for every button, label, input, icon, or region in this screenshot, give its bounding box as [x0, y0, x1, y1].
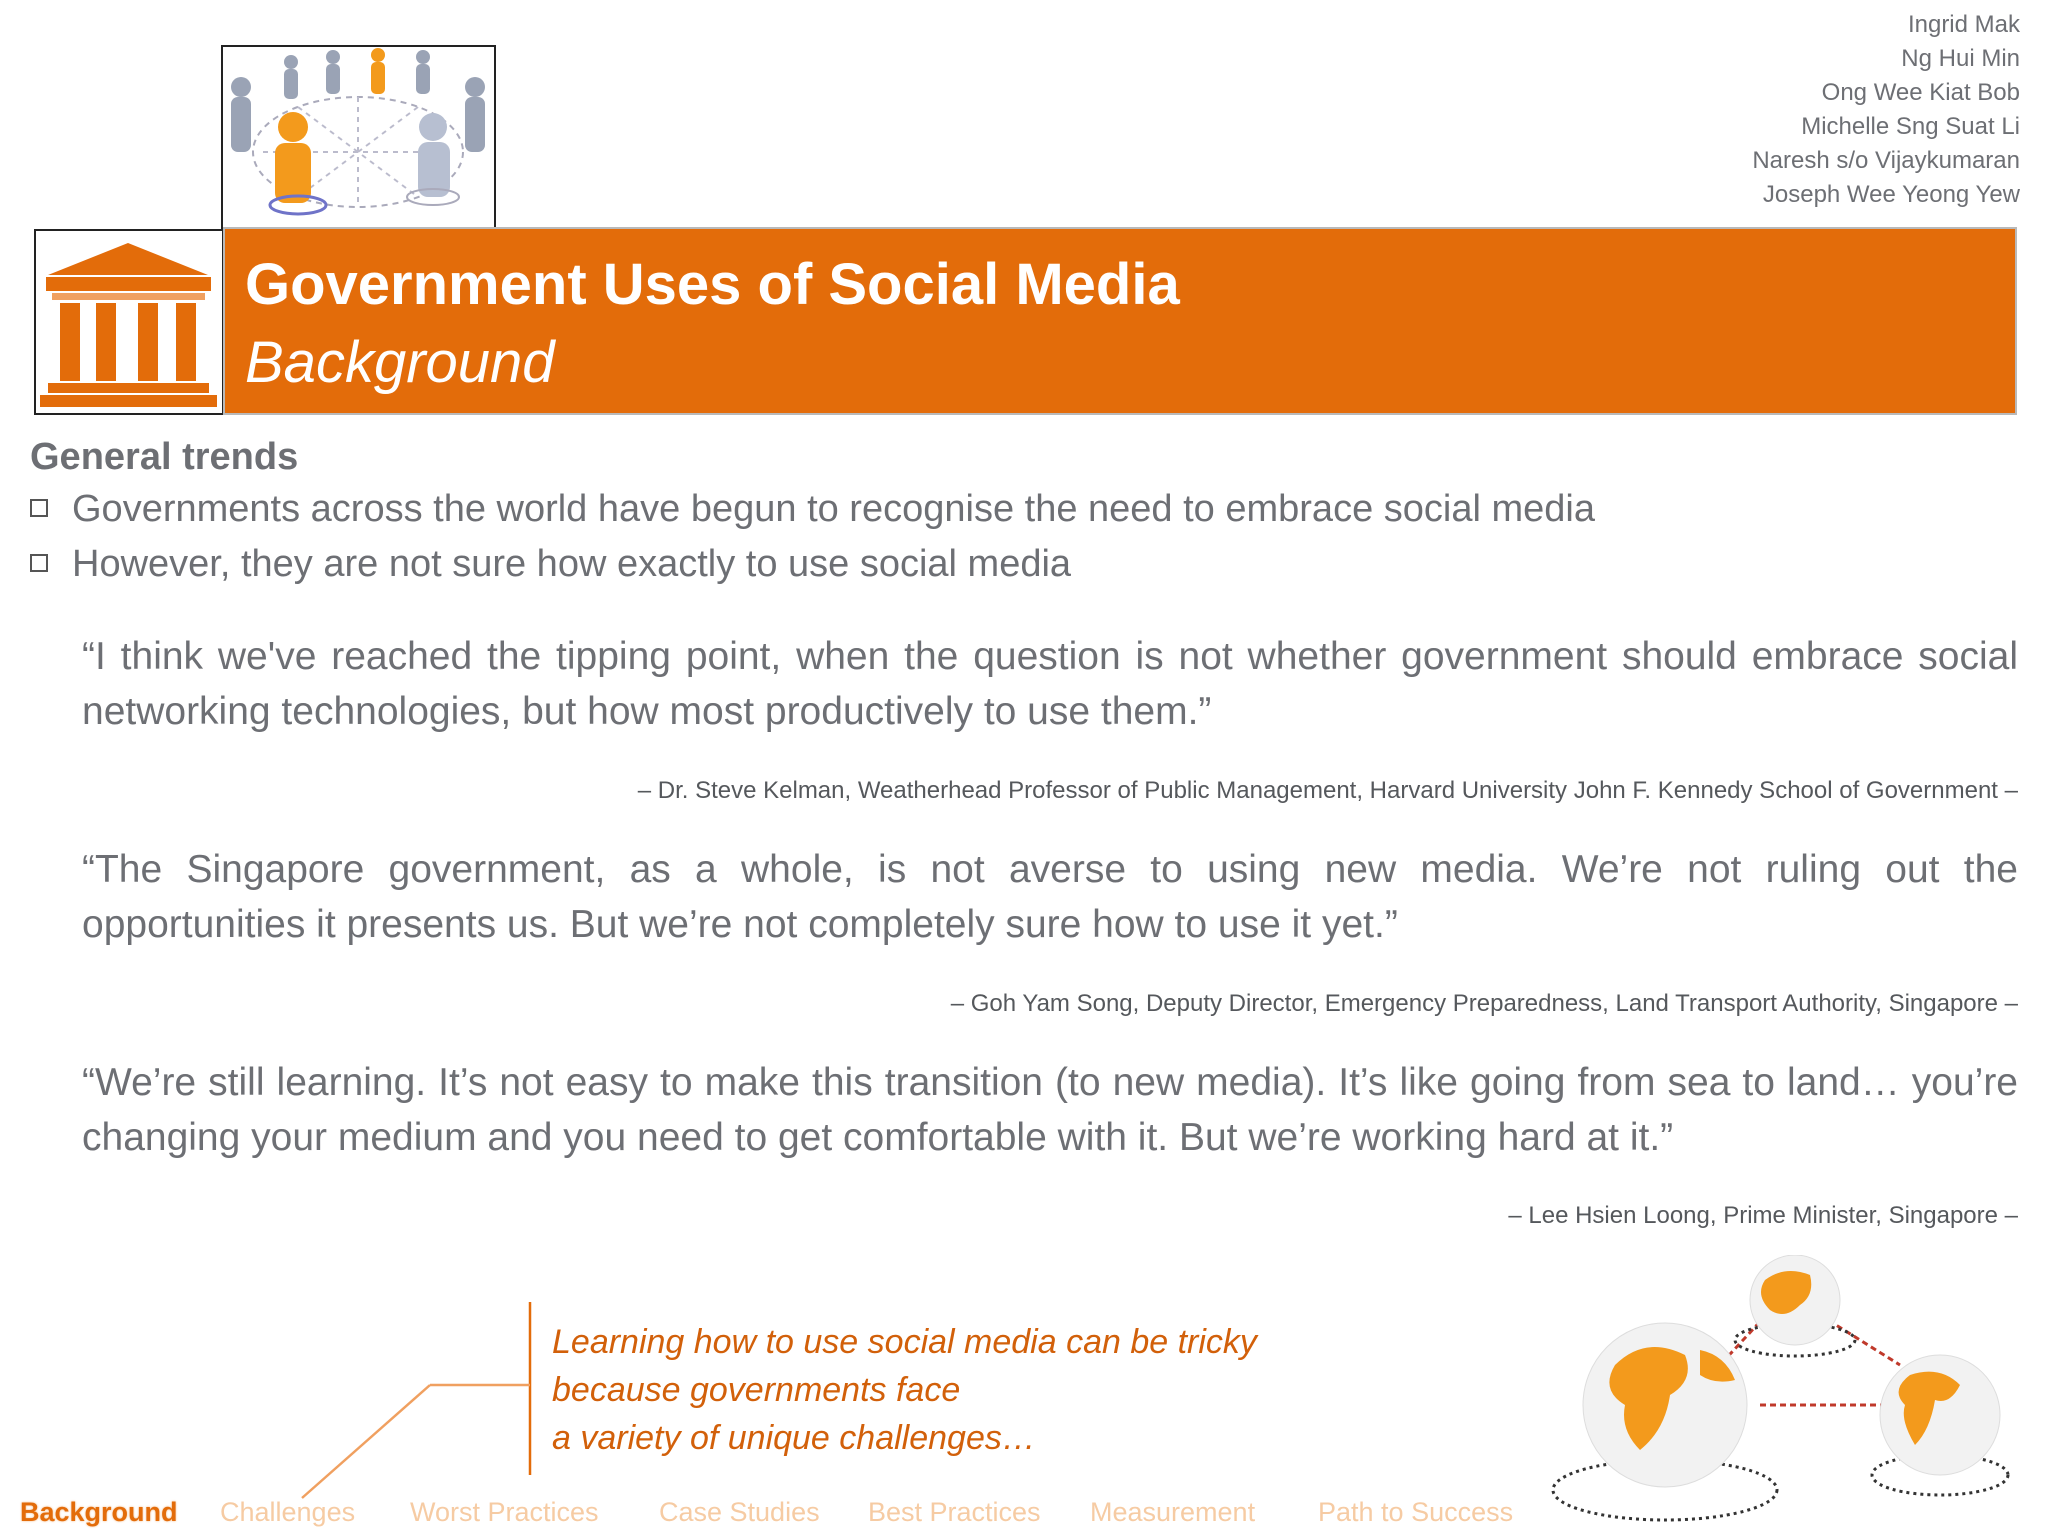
bullet-text: However, they are not sure how exactly to use social media [72, 543, 1072, 585]
quote-text: “I think we've reached the tipping point, when the question is not whether government should embrace social networking technologies, but how most productively to use them.” [82, 635, 2018, 733]
page-title: Government Uses of Social Media [245, 252, 1180, 317]
nav-path-to-success[interactable]: Path to Success [1318, 1497, 1514, 1527]
nav-best-practices[interactable]: Best Practices [868, 1497, 1041, 1527]
author-name: Michelle Sng Suat Li [1801, 113, 2020, 140]
nav-measurement[interactable]: Measurement [1090, 1497, 1256, 1527]
callout-connector [290, 1300, 550, 1500]
quote-text: “We’re still learning. It’s not easy to make this transition (to new media). It’s like going from sea to land… you’re changing your medium and you need to get comfortable with it. But we’re working hard at it.” [82, 1061, 2018, 1159]
people-network-illustration [223, 47, 493, 228]
author-name: Ng Hui Min [1901, 45, 2020, 72]
quote-text: “The Singapore government, as a whole, is not averse to using new media. We’re not ruling out the opportunities it presents us. But we’re not completely sure how to use it yet.” [82, 848, 2018, 946]
title-banner [223, 227, 2017, 415]
nav-case-studies[interactable]: Case Studies [659, 1497, 820, 1527]
author-name: Ong Wee Kiat Bob [1821, 79, 2020, 106]
checkbox-bullet-icon [30, 499, 48, 517]
quote-attribution: – Goh Yam Song, Deputy Director, Emergency Preparedness, Land Transport Authority, Singapore – [950, 990, 2018, 1017]
nav-worst-practices[interactable]: Worst Practices [410, 1497, 599, 1527]
section-heading: General trends [30, 436, 299, 478]
callout-line: a variety of unique challenges… [552, 1419, 1036, 1457]
quote-attribution: – Dr. Steve Kelman, Weatherhead Professor of Public Management, Harvard University John F. Kennedy School of Government – [637, 777, 2018, 804]
callout-text [552, 1318, 1257, 1462]
author-name: Joseph Wee Yeong Yew [1762, 181, 2020, 208]
nav-background[interactable]: Background [20, 1497, 178, 1527]
author-list [1752, 8, 2020, 212]
callout-line: because governments face [552, 1371, 961, 1409]
checkbox-bullet-icon [30, 554, 48, 572]
bullet-item [30, 543, 1071, 586]
author-name: Naresh s/o Vijaykumaran [1752, 147, 2020, 174]
people-network-image [221, 45, 496, 231]
page-subtitle: Background [245, 330, 555, 395]
connected-globes-image [1540, 1255, 2020, 1533]
callout-line: Learning how to use social media can be tricky [552, 1323, 1257, 1361]
government-building-icon [34, 229, 224, 415]
author-name: Ingrid Mak [1907, 11, 2020, 38]
nav-challenges[interactable]: Challenges [220, 1497, 356, 1527]
bullet-text: Governments across the world have begun to recognise the need to embrace social media [72, 488, 1595, 530]
bullet-item [30, 488, 1595, 531]
quote-attribution: – Lee Hsien Loong, Prime Minister, Singapore – [1508, 1202, 2018, 1229]
